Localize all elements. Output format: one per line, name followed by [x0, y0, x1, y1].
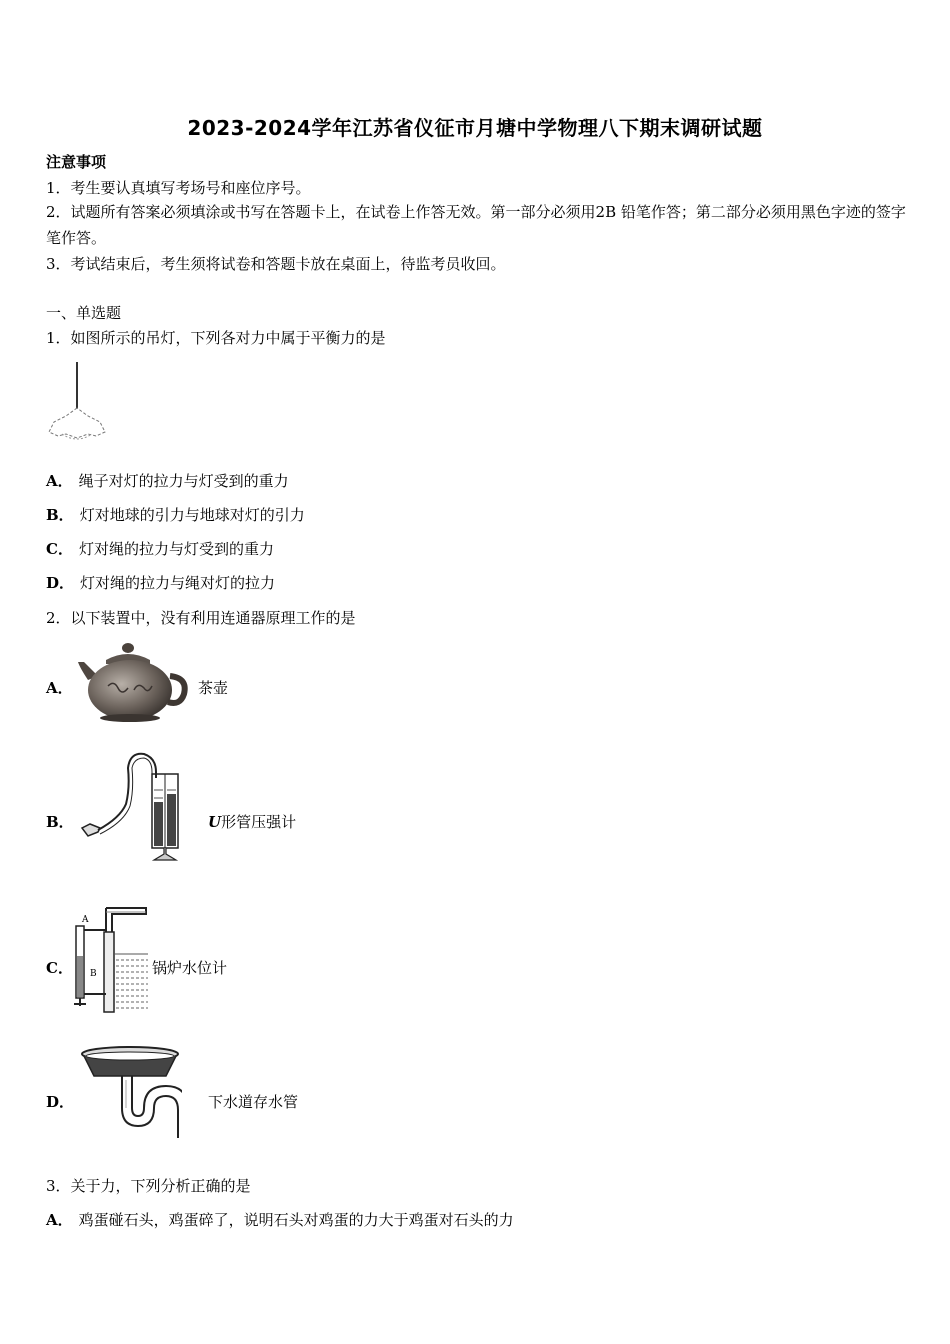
q1-option-d[interactable]	[46, 572, 275, 593]
manometer-caption	[208, 811, 296, 832]
q1-option-a[interactable]	[46, 470, 289, 491]
q3-option-a[interactable]	[46, 1209, 514, 1230]
boiler-water-gauge-figure	[70, 904, 150, 1016]
option-letter: B．	[46, 506, 74, 524]
q2-option-a-letter[interactable]: A．	[46, 679, 73, 697]
notice-item: 1．考生要认真填写考场号和座位序号。	[46, 179, 311, 197]
boiler-label-a: A	[82, 915, 89, 925]
q2-option-c-letter[interactable]: C．	[46, 959, 73, 977]
option-text: 鸡蛋碰石头，鸡蛋碎了，说明石头对鸡蛋的力大于鸡蛋对石头的力	[78, 1211, 514, 1229]
option-letter: C．	[46, 540, 73, 558]
q2-option-d-letter[interactable]: D．	[46, 1093, 75, 1111]
option-text: 绳子对灯的拉力与灯受到的重力	[78, 472, 289, 490]
notice-item: 2．试题所有答案必须填涂或书写在答题卡上，在试卷上作答无效。第一部分必须用2B 铅笔作答；第二部分必须用黑色字迹的签字笔作答。	[46, 203, 906, 247]
u-tube-manometer-figure	[80, 748, 190, 866]
question-2-stem: 2．以下装置中，没有利用连通器原理工作的是	[46, 609, 356, 627]
option-text: 灯对绳的拉力与灯受到的重力	[78, 540, 274, 558]
question-1-stem: 1．如图所示的吊灯，下列各对力中属于平衡力的是	[46, 329, 386, 347]
question-3-stem: 3．关于力，下列分析正确的是	[46, 1177, 251, 1195]
option-text: 灯对地球的引力与地球对灯的引力	[79, 506, 305, 524]
manometer-caption-text: 形管压强计	[221, 813, 297, 831]
drain-caption: 下水道存水管	[208, 1093, 299, 1111]
q2-option-b-letter[interactable]: B．	[46, 813, 74, 831]
teapot-caption: 茶壶	[198, 679, 229, 697]
option-letter: A．	[46, 1211, 73, 1229]
boiler-label-b: B	[90, 969, 97, 979]
drain-trap-figure	[80, 1046, 182, 1140]
option-text: 灯对绳的拉力与绳对灯的拉力	[80, 574, 276, 592]
notice-heading: 注意事项	[46, 153, 107, 171]
option-letter: A．	[46, 472, 73, 490]
teapot-figure	[78, 640, 190, 726]
q1-option-c[interactable]	[46, 538, 274, 559]
option-letter: D．	[46, 574, 75, 592]
section-heading: 一、单选题	[46, 304, 122, 322]
pendant-lamp-figure	[44, 360, 114, 450]
notice-item: 3．考试结束后，考生须将试卷和答题卡放在桌面上，待监考员收回。	[46, 255, 506, 273]
u-letter: U	[208, 813, 222, 831]
boiler-caption: 锅炉水位计	[152, 959, 228, 977]
page-title: 2023-2024学年江苏省仪征市月塘中学物理八下期末调研试题	[187, 116, 763, 140]
q1-option-b[interactable]	[46, 504, 305, 525]
